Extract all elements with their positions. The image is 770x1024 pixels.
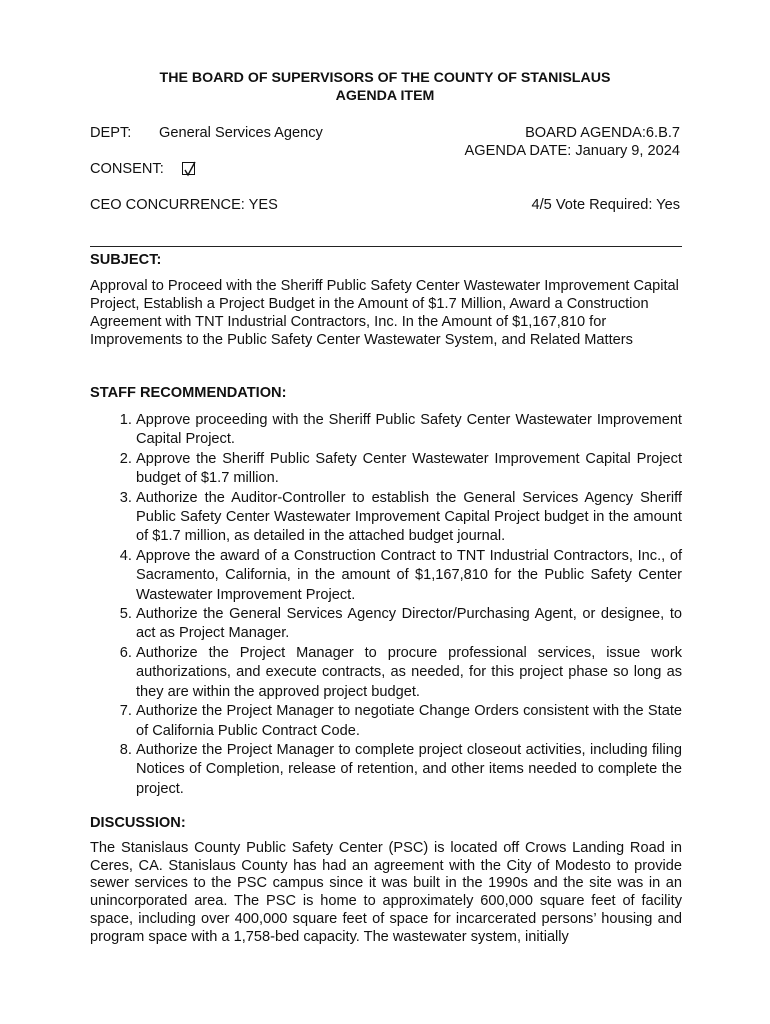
dept-label: DEPT: [90,125,132,141]
agenda-date: AGENDA DATE: January 9, 2024 [464,143,680,159]
recommendation-item: 8. Authorize the Project Manager to complete project closeout activities, including filing Notices of Completion, release of retention, and other items needed to complete the project. [136,741,682,799]
recommendation-item: 7. Authorize the Project Manager to negotiate Change Orders consistent with the State of California Public Contract Code. [136,702,682,741]
recommendation-list [90,411,682,799]
vote-required: 4/5 Vote Required: Yes [531,197,680,213]
recommendation-item: 4. Approve the award of a Construction Contract to TNT Industrial Contractors, Inc., of Sacramento, California, in the amount of $1,167,810 for the Public Safety Center Wastewater Improvement Project. [136,547,682,605]
recommendation-item: 1. Approve proceeding with the Sheriff Public Safety Center Wastewater Improvement Capital Project. [136,411,682,450]
consent-label: CONSENT: [90,161,164,177]
ceo-concurrence: CEO CONCURRENCE: YES [90,197,278,213]
recommendation-item: 6. Authorize the Project Manager to procure professional services, issue work authorizations, and execute contracts, as needed, for this project phase so long as they are within the approved project budget. [136,644,682,702]
section-divider [90,246,682,247]
board-agenda-number: BOARD AGENDA:6.B.7 [525,125,680,141]
recommendation-item: 2. Approve the Sheriff Public Safety Center Wastewater Improvement Capital Project budget of $1.7 million. [136,450,682,489]
consent-checkbox [182,162,195,175]
checkmark-icon [182,160,198,178]
board-title: THE BOARD OF SUPERVISORS OF THE COUNTY OF STANISLAUS [159,70,611,86]
subject-heading: SUBJECT: [90,252,162,268]
subject-text: Approval to Proceed with the Sheriff Public Safety Center Wastewater Improvement Capital Project, Establish a Project Budget in the Amount of $1.7 Million, Award a Construction Agreement with TNT Industrial Contractors, Inc. In the Amount of $1,167,810 for Improvements to the Public Safety Center Wastewater System, and Related Matters [90,278,679,348]
dept-value: General Services Agency [159,125,323,141]
discussion-text: The Stanislaus County Public Safety Center (PSC) is located off Crows Landing Road in Ceres, CA. Stanislaus County has had an agreement with the City of Modesto to provide sewer services to the PSC campus since it was built in the 1990s and the site was in an unincorporated area. The PSC is home to approximately 600,000 square feet of facility space, including over 400,000 square feet of space for incarcerated persons’ housing and program space with a 1,758-bed capacity. The wastewater system, initially [90,840,682,945]
staff-recommendation-heading: STAFF RECOMMENDATION: [90,385,287,401]
recommendation-item: 3. Authorize the Auditor-Controller to establish the General Services Agency Sheriff Public Safety Center Wastewater Improvement Capital Project budget in the amount of $1.7 million, as detailed in the attached budget journal. [136,489,682,547]
recommendation-item: 5. Authorize the General Services Agency Director/Purchasing Agent, or designee, to act as Project Manager. [136,605,682,644]
discussion-heading: DISCUSSION: [90,815,186,831]
agenda-item-title: AGENDA ITEM [335,88,435,104]
